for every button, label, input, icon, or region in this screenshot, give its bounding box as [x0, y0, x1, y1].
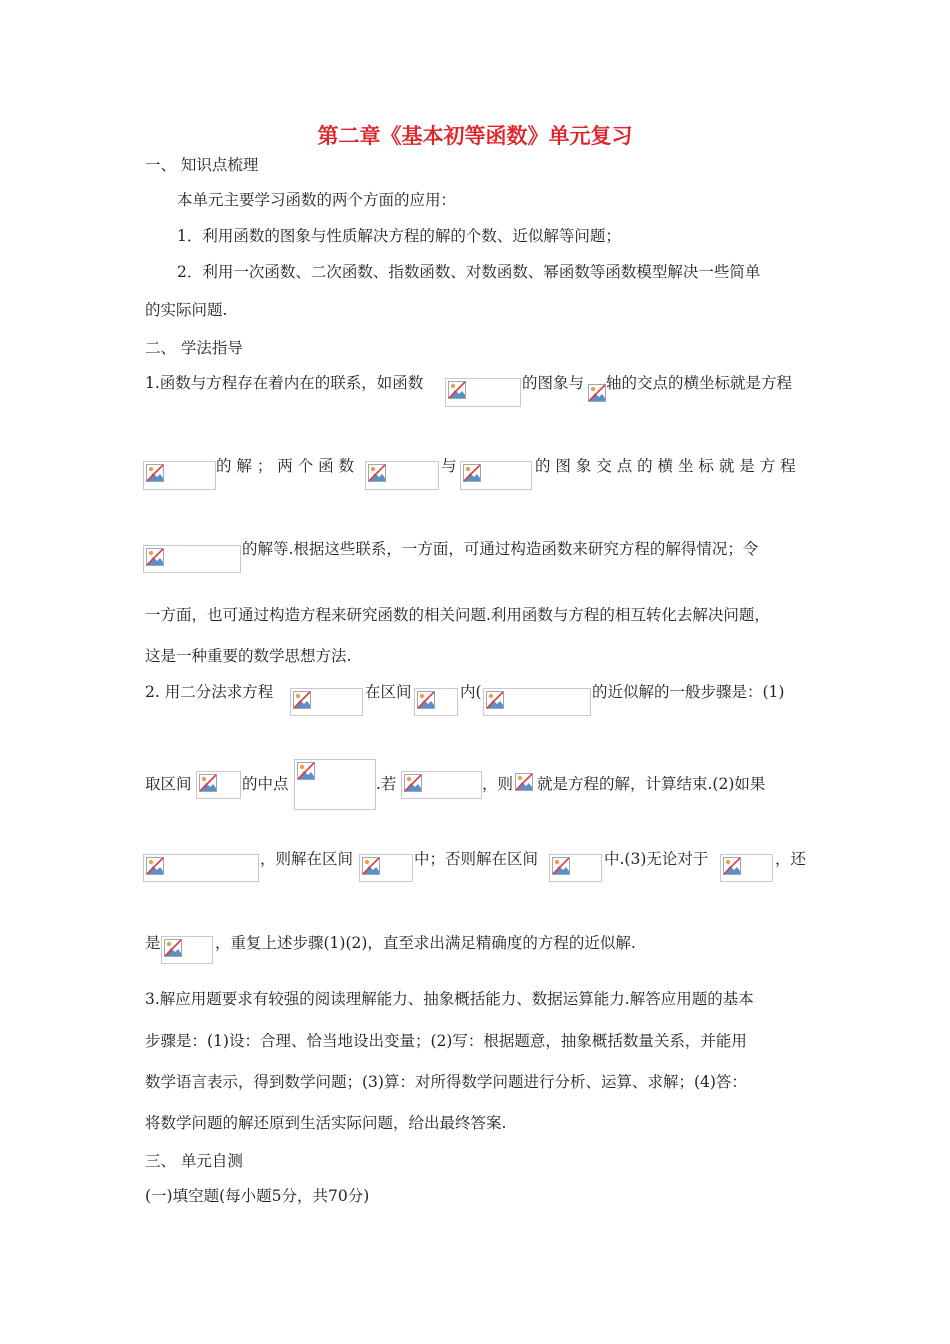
paragraph: 的图象与	[522, 374, 585, 392]
paragraph: 是	[145, 934, 161, 952]
broken-image-icon	[146, 548, 164, 566]
paragraph: ，则	[482, 775, 514, 793]
broken-image-icon	[417, 691, 435, 709]
broken-image-icon	[404, 774, 422, 792]
list-item: 1．利用函数的图象与性质解决方程的解的个数、近似解等问题；	[177, 227, 621, 245]
section-heading-2: 二、 学法指导	[145, 339, 243, 357]
formula-image	[196, 771, 241, 799]
page-title: 第二章《基本初等函数》单元复习	[317, 123, 633, 148]
broken-image-icon	[368, 464, 386, 482]
paragraph: 中.(3)无论对于	[604, 850, 709, 868]
subheading: (一)填空题(每小题5分，共70分)	[145, 1187, 370, 1205]
paragraph: 轴的交点的横坐标就是方程	[606, 374, 793, 392]
formula-image	[143, 545, 241, 573]
broken-image-icon	[297, 762, 315, 780]
section-heading-1: 一、 知识点梳理	[145, 156, 259, 174]
paragraph: ，则解在区间	[260, 850, 354, 868]
paragraph: 的实际问题.	[145, 301, 228, 319]
formula-image	[720, 854, 773, 882]
formula-image	[143, 461, 216, 490]
broken-image-icon	[448, 381, 466, 399]
paragraph: 就是方程的解，计算结束.(2)如果	[537, 775, 766, 793]
formula-image	[483, 688, 591, 716]
paragraph: 步骤是：(1)设：合理、恰当地设出变量；(2)写：根据题意，抽象概括数量关系，并能用	[145, 1032, 747, 1050]
paragraph: 的 图 象 交 点 的 横 坐 标 就 是 方 程	[535, 457, 796, 475]
formula-image	[401, 771, 482, 799]
formula-image	[294, 759, 376, 810]
formula-image	[515, 771, 537, 799]
paragraph: 在区间	[365, 683, 412, 701]
paragraph: 的中点	[242, 775, 289, 793]
paragraph: 3.解应用题要求有较强的阅读理解能力、抽象概括能力、数据运算能力.解答应用题的基本	[145, 990, 754, 1008]
paragraph: ，重复上述步骤(1)(2)，直至求出满足精确度的方程的近似解.	[215, 934, 636, 952]
broken-image-icon	[146, 857, 164, 875]
broken-image-icon	[199, 774, 217, 792]
broken-image-icon	[146, 464, 164, 482]
broken-image-icon	[362, 857, 380, 875]
broken-image-icon	[463, 464, 481, 482]
list-item: 2．利用一次函数、二次函数、指数函数、对数函数、幂函数等函数模型解决一些简单	[177, 263, 761, 281]
broken-image-icon	[588, 384, 606, 402]
broken-image-icon	[293, 691, 311, 709]
paragraph: ，还	[775, 850, 807, 868]
formula-image	[365, 461, 439, 490]
broken-image-icon	[515, 773, 533, 791]
paragraph: 一方面，也可通过构造方程来研究函数的相关问题.利用函数与方程的相互转化去解决问题，	[145, 606, 770, 624]
broken-image-icon	[486, 691, 504, 709]
paragraph: 的近似解的一般步骤是：(1)	[592, 683, 785, 701]
broken-image-icon	[164, 939, 182, 957]
paragraph: .若	[376, 775, 397, 793]
formula-image	[359, 854, 413, 882]
paragraph: 的解等.根据这些联系，一方面，可通过构造函数来研究方程的解得情况；令	[242, 540, 759, 558]
paragraph: 内(	[460, 683, 482, 701]
formula-image	[549, 854, 602, 882]
paragraph: 的 解 ； 两 个 函 数	[216, 457, 355, 475]
paragraph: 将数学问题的解还原到生活实际问题，给出最终答案.	[145, 1114, 507, 1132]
broken-image-icon	[552, 857, 570, 875]
formula-image	[460, 461, 532, 490]
broken-image-icon	[723, 857, 741, 875]
paragraph: 这是一种重要的数学思想方法.	[145, 647, 352, 665]
section-heading-3: 三、 单元自测	[145, 1152, 243, 1170]
paragraph: 取区间	[145, 775, 192, 793]
formula-image	[414, 688, 458, 716]
formula-image	[588, 384, 606, 404]
paragraph: 2. 用二分法求方程	[145, 683, 274, 701]
paragraph: 与	[441, 457, 457, 475]
paragraph: 中；否则解在区间	[414, 850, 539, 868]
formula-image	[161, 936, 213, 964]
formula-image	[290, 688, 363, 716]
paragraph: 数学语言表示，得到数学问题；(3)算：对所得数学问题进行分析、运算、求解；(4)答：	[145, 1073, 747, 1091]
formula-image	[143, 854, 259, 882]
paragraph: 1.函数与方程存在着内在的联系，如函数	[145, 374, 424, 392]
formula-image	[445, 378, 521, 407]
paragraph: 本单元主要学习函数的两个方面的应用：	[177, 191, 457, 209]
